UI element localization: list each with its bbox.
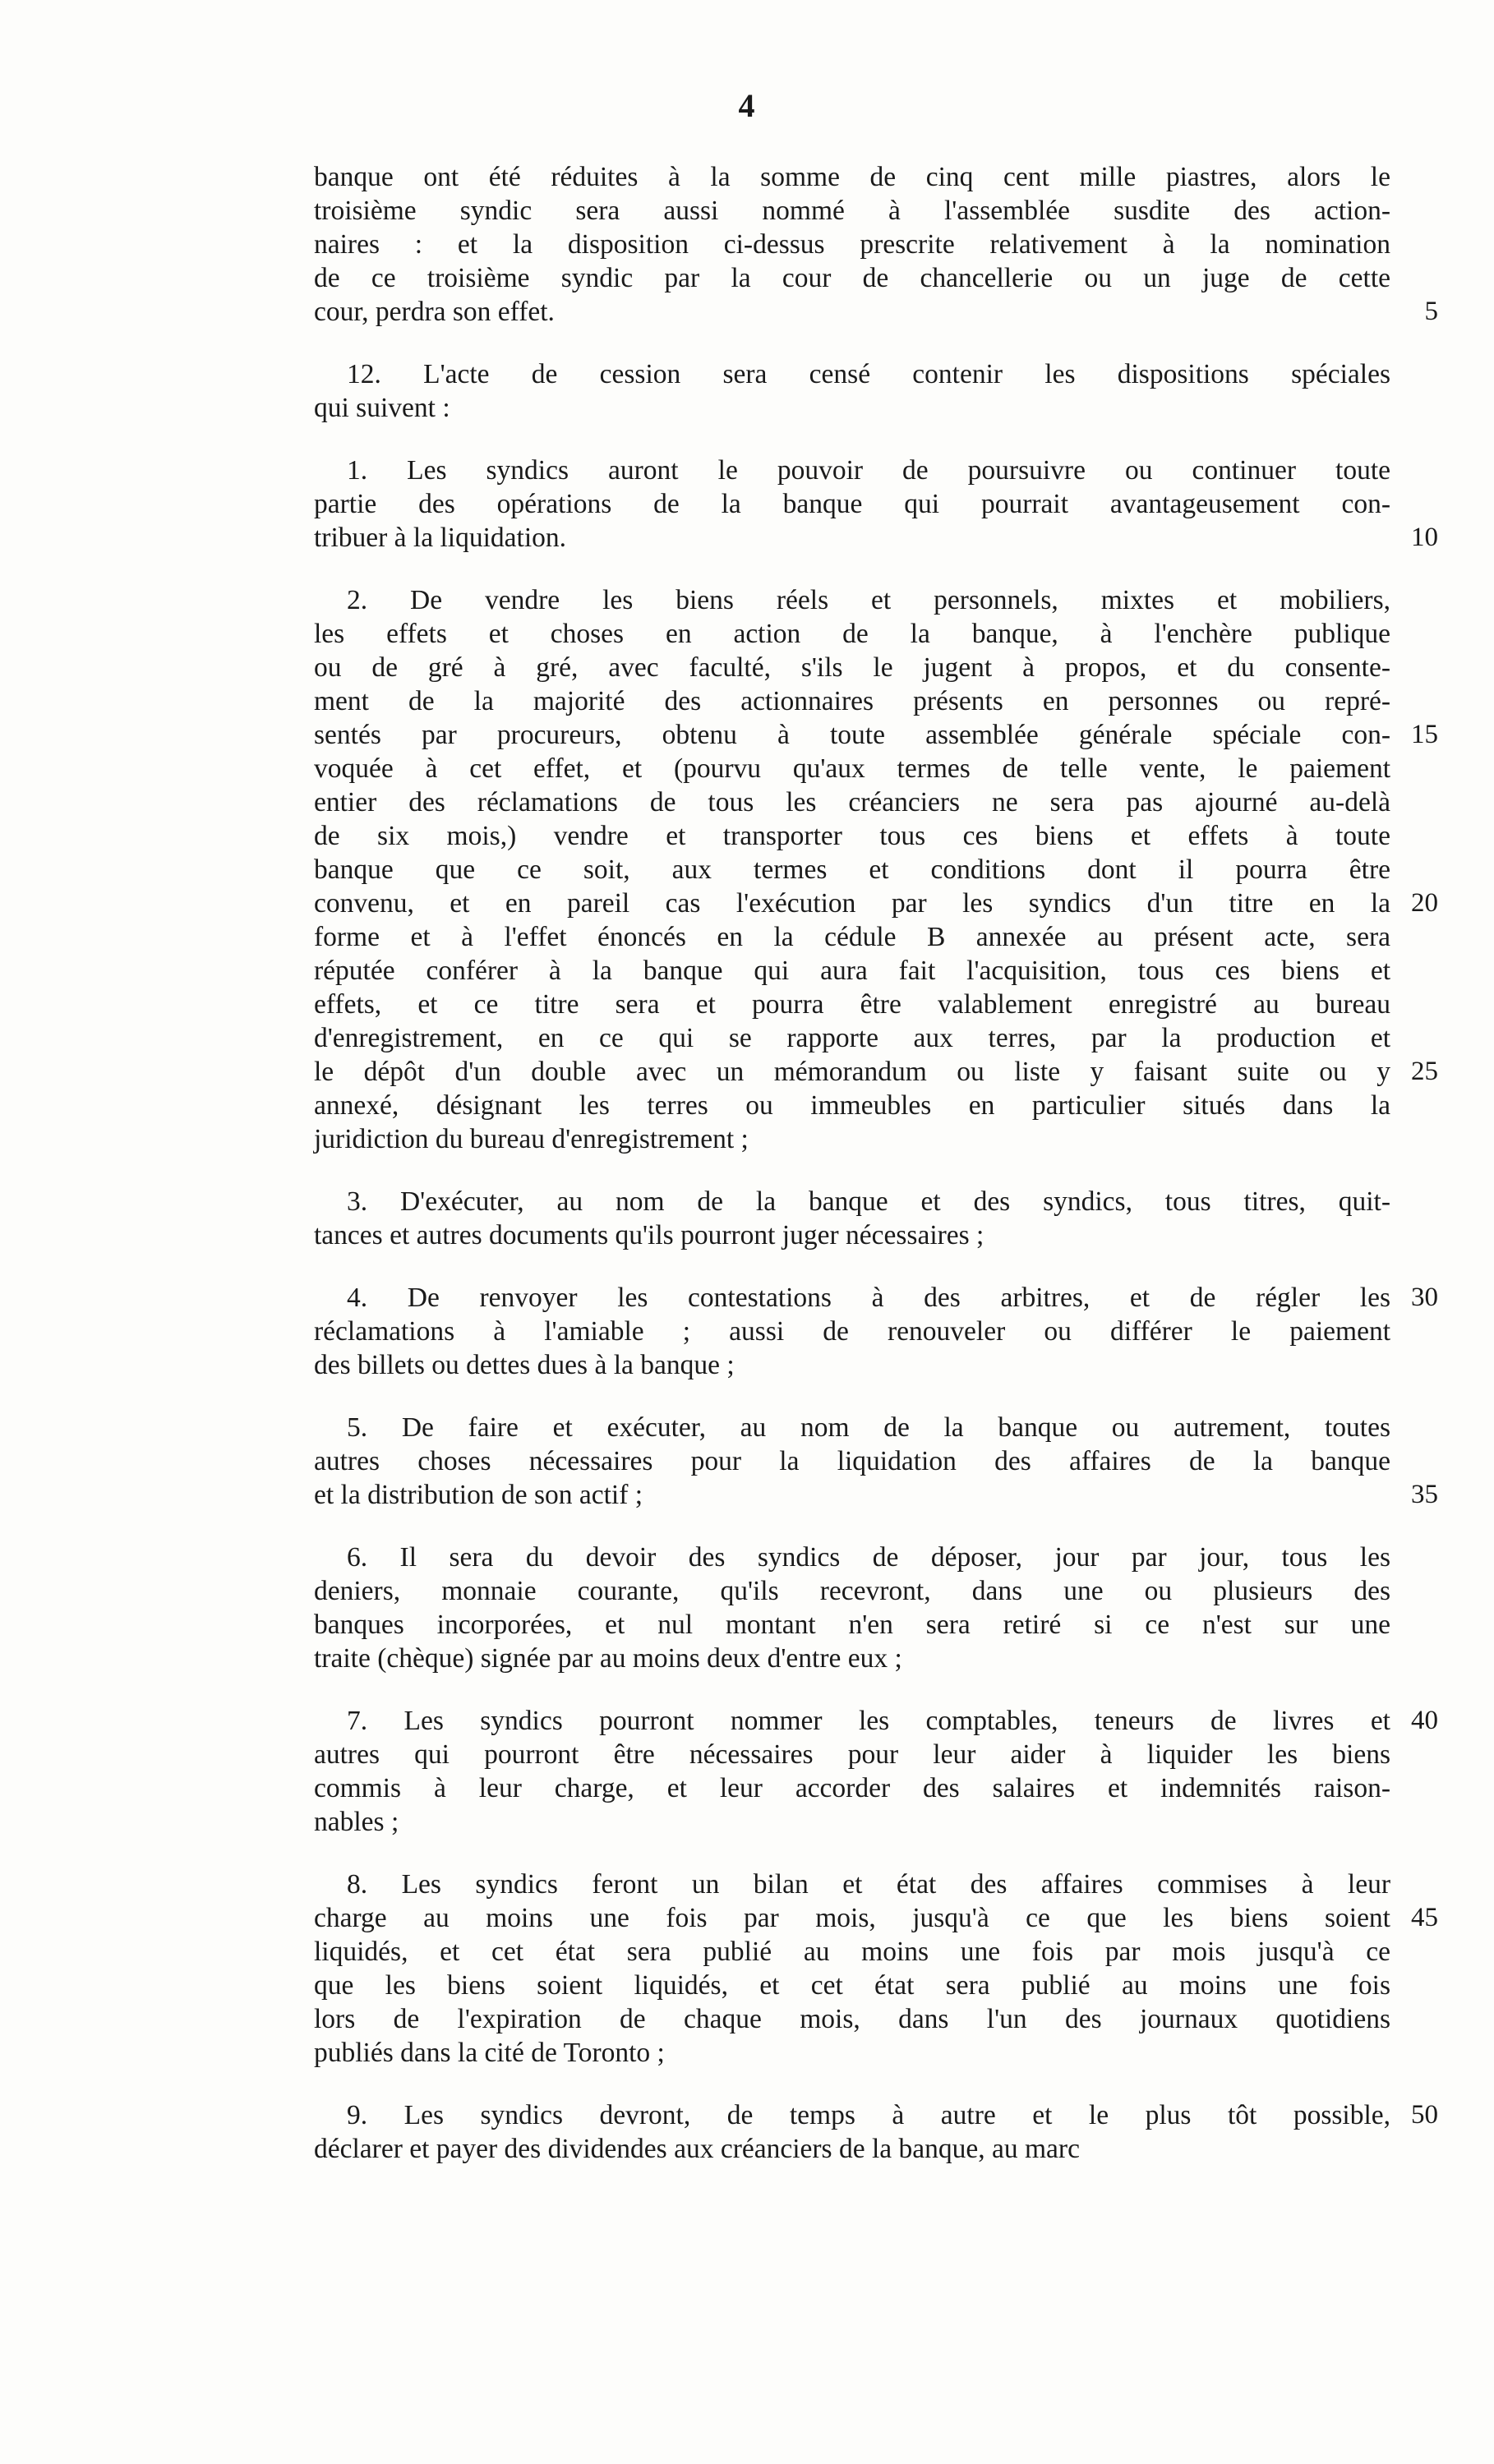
text-line [314, 454, 1390, 487]
text-line [314, 1315, 1390, 1348]
line-text: convenu, et en pareil cas l'exécution par les syndics d'un titre en la [314, 888, 1390, 919]
text-line [314, 160, 1390, 194]
page-number: 4 [738, 87, 756, 124]
line-text: ment de la majorité des actionnaires présents en personnes ou repré- [314, 686, 1390, 716]
text-line [314, 1089, 1390, 1122]
line-text: tribuer à la liquidation. [314, 523, 566, 553]
line-text: que les biens soient liquidés, et cet état sera publié au moins une fois [314, 1970, 1390, 2001]
text-line [314, 487, 1390, 521]
paragraph [314, 357, 1390, 425]
line-text: ou de gré à gré, avec faculté, s'ils le jugent à propos, et du consente- [314, 652, 1390, 683]
line-text: autres choses nécessaires pour la liquidation des affaires de la banque [314, 1446, 1390, 1476]
text-line [314, 1771, 1390, 1805]
line-text: commis à leur charge, et leur accorder des salaires et indemnités raison- [314, 1773, 1390, 1803]
text-line [314, 617, 1390, 651]
line-text: autres qui pourront être nécessaires pour leur aider à liquider les biens [314, 1739, 1390, 1770]
line-number: 20 [1411, 888, 1438, 918]
line-text: charge au moins une fois par mois, jusqu'à ce que les biens soient [314, 1903, 1390, 1933]
paragraph [314, 583, 1438, 1156]
line-number: 45 [1411, 1903, 1438, 1932]
line-text: déclarer et payer des dividendes aux créanciers de la banque, au marc [314, 2134, 1080, 2164]
text-line [314, 1218, 1390, 1252]
line-text: d'enregistrement, en ce qui se rapporte aux terres, par la production et [314, 1023, 1390, 1053]
text-line [314, 1348, 1390, 1382]
line-text: deniers, monnaie courante, qu'ils recevront, dans une ou plusieurs des [314, 1576, 1390, 1606]
text-line [314, 1411, 1390, 1444]
text-line [314, 651, 1390, 684]
line-text: nables ; [314, 1807, 399, 1837]
line-number: 40 [1411, 1706, 1438, 1735]
line-number: 25 [1411, 1057, 1438, 1086]
text-line [314, 521, 1438, 555]
line-text: qui suivent : [314, 393, 450, 423]
line-text: banque ont été réduites à la somme de cinq cent mille piastres, alors le [314, 162, 1390, 192]
line-text: cour, perdra son effet. [314, 297, 555, 327]
paragraph [314, 1411, 1438, 1512]
text-line [314, 2036, 1390, 2070]
line-text: forme et à l'effet énoncés en la cédule B annexée au présent acte, sera [314, 922, 1390, 952]
line-text: publiés dans la cité de Toronto ; [314, 2038, 665, 2068]
text-line [314, 954, 1390, 988]
text-line [314, 1608, 1390, 1642]
text-line [314, 1642, 1390, 1675]
text-line [314, 1805, 1390, 1839]
text-line [314, 583, 1390, 617]
text-line [314, 819, 1390, 853]
line-text: 8. Les syndics feront un bilan et état des affaires commises à leur [347, 1869, 1390, 1900]
text-line [314, 1021, 1390, 1055]
line-text: 1. Les syndics auront le pouvoir de poursuivre ou continuer toute [347, 455, 1390, 486]
line-text: 5. De faire et exécuter, au nom de la banque ou autrement, toutes [347, 1412, 1390, 1443]
line-text: le dépôt d'un double avec un mémorandum ou liste y faisant suite ou y [314, 1057, 1390, 1087]
line-text: effets, et ce titre sera et pourra être valablement enregistré au bureau [314, 989, 1390, 1020]
line-number: 30 [1411, 1283, 1438, 1312]
line-number: 50 [1411, 2100, 1438, 2130]
text-line [314, 2098, 1438, 2132]
line-text: 7. Les syndics pourront nommer les comptables, teneurs de livres et [347, 1706, 1390, 1736]
paragraph [314, 1281, 1438, 1382]
text-line [314, 718, 1438, 752]
text-line [314, 1935, 1390, 1969]
line-text: de six mois,) vendre et transporter tous ces biens et effets à toute [314, 821, 1390, 851]
line-text: voquée à cet effet, et (pourvu qu'aux termes de telle vente, le paiement [314, 753, 1390, 784]
line-text: et la distribution de son actif ; [314, 1480, 643, 1510]
text-line [314, 1055, 1438, 1089]
line-text: 6. Il sera du devoir des syndics de déposer, jour par jour, tous les [347, 1542, 1390, 1573]
line-text: réputée conférer à la banque qui aura fait l'acquisition, tous ces biens et [314, 956, 1390, 986]
line-text: traite (chèque) signée par au moins deux d'entre eux ; [314, 1643, 902, 1674]
text-line [314, 1969, 1390, 2002]
text-line [314, 2132, 1390, 2166]
line-text: liquidés, et cet état sera publié au moins une fois par mois jusqu'à ce [314, 1937, 1390, 1967]
text-line [314, 752, 1390, 785]
line-text: juridiction du bureau d'enregistrement ; [314, 1124, 749, 1154]
paragraph [314, 1185, 1390, 1252]
text-line [314, 1185, 1390, 1218]
line-text: 12. L'acte de cession sera censé contenir les dispositions spéciales [347, 359, 1390, 389]
line-text: partie des opérations de la banque qui pourrait avantageusement con- [314, 489, 1390, 519]
text-line [314, 853, 1390, 887]
text-line [314, 684, 1390, 718]
line-text: sentés par procureurs, obtenu à toute assemblée générale spéciale con- [314, 720, 1390, 750]
line-text: les effets et choses en action de la banque, à l'enchère publique [314, 619, 1390, 649]
line-text: banque que ce soit, aux termes et conditions dont il pourra être [314, 854, 1390, 885]
paragraph [314, 454, 1438, 555]
line-text: entier des réclamations de tous les créanciers ne sera pas ajourné au-delà [314, 787, 1390, 817]
text-line [314, 1541, 1390, 1574]
line-text: 2. De vendre les biens réels et personnels, mixtes et mobiliers, [347, 585, 1390, 615]
paragraph [314, 1704, 1438, 1839]
paragraph [314, 160, 1438, 329]
paragraph [314, 1868, 1438, 2070]
line-text: 9. Les syndics devront, de temps à autre et le plus tôt possible, [347, 2100, 1390, 2130]
text-line [314, 1868, 1390, 1901]
text-line [314, 1738, 1390, 1771]
line-text: des billets ou dettes dues à la banque ; [314, 1350, 735, 1380]
text-line [314, 261, 1390, 295]
text-line [314, 357, 1390, 391]
text-line [314, 1574, 1390, 1608]
line-text: 4. De renvoyer les contestations à des arbitres, et de régler les [347, 1283, 1390, 1313]
text-line [314, 988, 1390, 1021]
text-line [314, 920, 1390, 954]
text-line [314, 887, 1438, 920]
line-number: 15 [1411, 720, 1438, 749]
line-text: réclamations à l'amiable ; aussi de renouveler ou différer le paiement [314, 1316, 1390, 1347]
line-text: lors de l'expiration de chaque mois, dans l'un des journaux quotidiens [314, 2004, 1390, 2034]
paragraph [314, 2098, 1438, 2166]
line-text: troisième syndic sera aussi nommé à l'assemblée susdite des action- [314, 196, 1390, 226]
line-text: tances et autres documents qu'ils pourront juger nécessaires ; [314, 1220, 984, 1250]
text-line [314, 1704, 1438, 1738]
text-line [314, 1901, 1438, 1935]
text-line [314, 1444, 1390, 1478]
text-line [314, 1281, 1438, 1315]
line-number: 5 [1424, 297, 1438, 326]
line-text: naires : et la disposition ci-dessus prescrite relativement à la nomination [314, 229, 1390, 260]
line-number: 35 [1411, 1480, 1438, 1509]
text-line [314, 391, 1390, 425]
text-line [314, 2002, 1390, 2036]
text-line [314, 228, 1390, 261]
line-text: de ce troisième syndic par la cour de chancellerie ou un juge de cette [314, 263, 1390, 293]
line-number: 10 [1411, 523, 1438, 552]
line-text: 3. D'exécuter, au nom de la banque et des syndics, tous titres, quit- [347, 1186, 1390, 1217]
text-line [314, 1478, 1438, 1512]
text-line [314, 295, 1438, 329]
body-text [314, 160, 1438, 2195]
paragraph [314, 1541, 1390, 1675]
text-line [314, 194, 1390, 228]
line-text: banques incorporées, et nul montant n'en sera retiré si ce n'est sur une [314, 1610, 1390, 1640]
text-line [314, 785, 1390, 819]
line-text: annexé, désignant les terres ou immeubles en particulier situés dans la [314, 1090, 1390, 1121]
text-line [314, 1122, 1390, 1156]
